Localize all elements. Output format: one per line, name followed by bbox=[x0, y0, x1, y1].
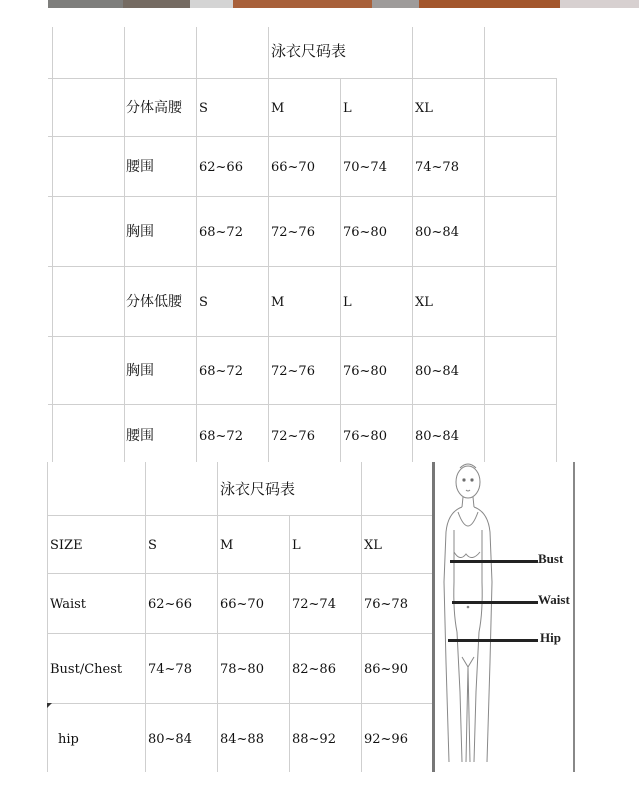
value-cell: 72~76 bbox=[271, 225, 315, 240]
corner-marker bbox=[47, 703, 52, 708]
value-cell: 80~84 bbox=[415, 364, 459, 379]
value-cell: 66~70 bbox=[271, 160, 315, 175]
chart-title: 泳衣尺码表 bbox=[220, 480, 296, 498]
section-header-high-waist: 分体高腰 bbox=[126, 100, 182, 116]
body-measurement-figure bbox=[432, 462, 575, 772]
value-cell: 66~70 bbox=[220, 597, 264, 612]
value-cell: 68~72 bbox=[199, 225, 243, 240]
size-l: L bbox=[343, 295, 352, 310]
row-label-waist: 腰围 bbox=[126, 159, 154, 175]
value-cell: 74~78 bbox=[415, 160, 459, 175]
value-cell: 78~80 bbox=[220, 662, 264, 677]
section-header-low-waist: 分体低腰 bbox=[126, 294, 182, 310]
value-cell: 92~96 bbox=[364, 732, 408, 747]
hip-line bbox=[448, 639, 538, 642]
row-label-chest: 胸围 bbox=[126, 224, 154, 240]
value-cell: 74~78 bbox=[148, 662, 192, 677]
value-cell: 72~76 bbox=[271, 364, 315, 379]
value-cell: 76~80 bbox=[343, 225, 387, 240]
value-cell: 68~72 bbox=[199, 364, 243, 379]
size-s: S bbox=[148, 538, 157, 553]
size-l: L bbox=[292, 538, 301, 553]
value-cell: 76~78 bbox=[364, 597, 408, 612]
value-cell: 76~80 bbox=[343, 429, 387, 444]
size-l: L bbox=[343, 101, 352, 116]
value-cell: 76~80 bbox=[343, 364, 387, 379]
row-label-chest: 胸围 bbox=[126, 363, 154, 379]
row-label-bust: Bust/Chest bbox=[50, 662, 123, 677]
value-cell: 72~76 bbox=[271, 429, 315, 444]
bust-line bbox=[450, 560, 538, 563]
chart-title: 泳衣尺码表 bbox=[271, 42, 347, 60]
waist-line bbox=[452, 601, 538, 604]
value-cell: 70~74 bbox=[343, 160, 387, 175]
size-xl: XL bbox=[415, 295, 433, 310]
size-s: S bbox=[199, 101, 208, 116]
value-cell: 84~88 bbox=[220, 732, 264, 747]
row-label-hip: hip bbox=[58, 732, 79, 747]
waist-label: Waist bbox=[538, 592, 570, 607]
value-cell: 62~66 bbox=[148, 597, 192, 612]
row-label-waist: Waist bbox=[50, 597, 87, 612]
size-m: M bbox=[271, 101, 285, 116]
bust-label: Bust bbox=[538, 551, 564, 566]
size-m: M bbox=[220, 538, 234, 553]
value-cell: 80~84 bbox=[148, 732, 192, 747]
size-xl: XL bbox=[364, 538, 382, 553]
header-size-label: SIZE bbox=[50, 538, 83, 553]
value-cell: 72~74 bbox=[292, 597, 336, 612]
size-m: M bbox=[271, 295, 285, 310]
value-cell: 88~92 bbox=[292, 732, 336, 747]
female-body-outline-icon bbox=[432, 462, 575, 772]
size-s: S bbox=[199, 295, 208, 310]
row-label-waist: 腰围 bbox=[126, 428, 154, 444]
value-cell: 82~86 bbox=[292, 662, 336, 677]
value-cell: 86~90 bbox=[364, 662, 408, 677]
hip-label: Hip bbox=[540, 630, 561, 645]
value-cell: 80~84 bbox=[415, 429, 459, 444]
value-cell: 62~66 bbox=[199, 160, 243, 175]
value-cell: 68~72 bbox=[199, 429, 243, 444]
value-cell: 80~84 bbox=[415, 225, 459, 240]
size-xl: XL bbox=[415, 101, 433, 116]
